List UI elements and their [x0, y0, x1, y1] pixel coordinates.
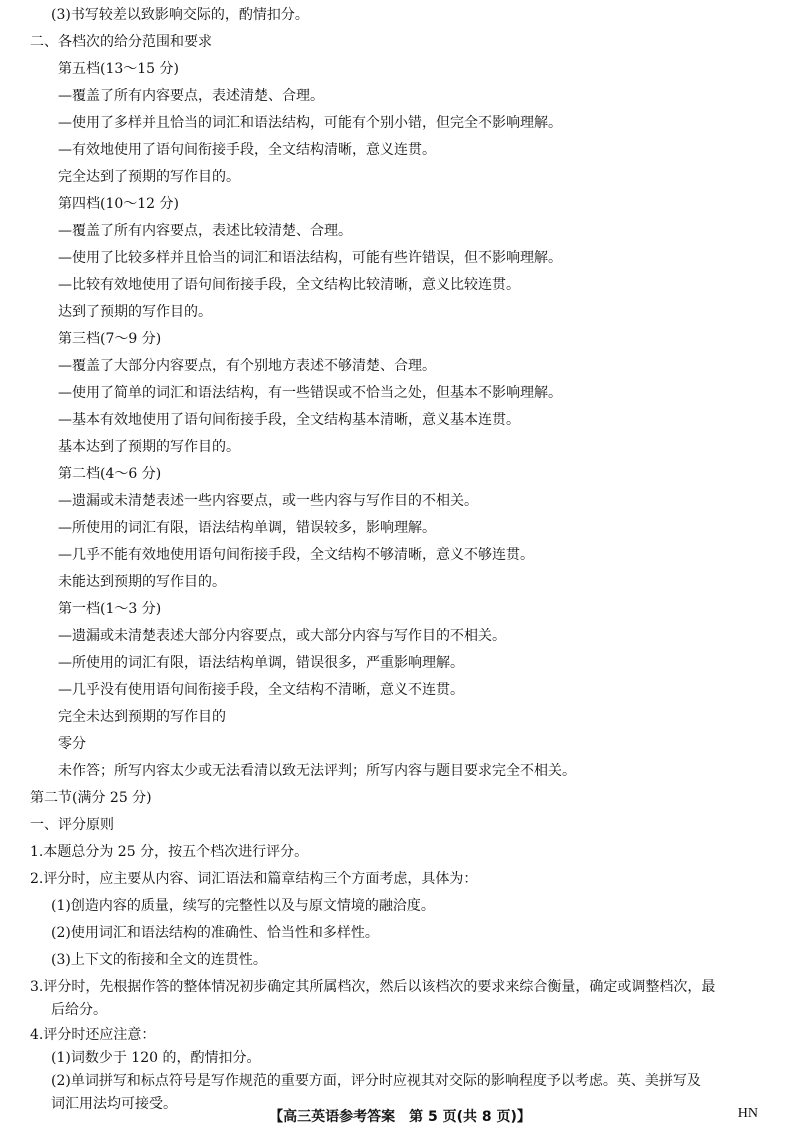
- section-heading: 二、各档次的给分范围和要求: [30, 34, 212, 50]
- footer-page-label: 【高三英语参考答案 第 5 页(共 8 页)】: [269, 1109, 531, 1125]
- text-line: —覆盖了所有内容要点，表述比较清楚、合理。: [58, 223, 352, 239]
- text-line: —所使用的词汇有限，语法结构单调，错误很多，严重影响理解。: [58, 655, 464, 671]
- text-line: 达到了预期的写作目的。: [58, 304, 212, 320]
- text-line: (3)书写较差以致影响交际的，酌情扣分。: [51, 7, 309, 23]
- text-line: (2)使用词汇和语法结构的准确性、恰当性和多样性。: [51, 925, 379, 941]
- grade-heading: 第五档(13～15 分): [58, 61, 180, 77]
- text-line: —所使用的词汇有限，语法结构单调，错误较多，影响理解。: [58, 520, 436, 536]
- section-heading: 一、评分原则: [30, 817, 114, 833]
- text-line: —几乎没有使用语句间衔接手段，全文结构不清晰，意义不连贯。: [58, 682, 464, 698]
- text-line: —使用了比较多样并且恰当的词汇和语法结构，可能有些许错误，但不影响理解。: [58, 250, 562, 266]
- text-line: —有效地使用了语句间衔接手段，全文结构清晰，意义连贯。: [58, 142, 436, 158]
- text-line: 词汇用法均可接受。: [51, 1096, 177, 1112]
- text-line: —覆盖了所有内容要点，表述清楚、合理。: [58, 88, 324, 104]
- text-line: 1.本题总分为 25 分，按五个档次进行评分。: [30, 844, 309, 860]
- text-line: (1)词数少于 120 的，酌情扣分。: [51, 1050, 261, 1066]
- section-heading: 第二节(满分 25 分): [30, 790, 152, 806]
- text-line: —覆盖了大部分内容要点，有个别地方表述不够清楚、合理。: [58, 358, 436, 374]
- text-line: (1)创造内容的质量，续写的完整性以及与原文情境的融洽度。: [51, 898, 435, 914]
- text-line: 2.评分时，应主要从内容、词汇语法和篇章结构三个方面考虑，具体为：: [30, 871, 478, 887]
- text-line: —比较有效地使用了语句间衔接手段，全文结构比较清晰，意义比较连贯。: [58, 277, 520, 293]
- text-line: —几乎不能有效地使用语句间衔接手段，全文结构不够清晰，意义不够连贯。: [58, 547, 534, 563]
- grade-heading: 第二档(4～6 分): [58, 466, 162, 482]
- grade-heading: 第一档(1～3 分): [58, 601, 162, 617]
- text-line: (3)上下文的衔接和全文的连贯性。: [51, 952, 267, 968]
- text-line: —基本有效地使用了语句间衔接手段，全文结构基本清晰，意义基本连贯。: [58, 412, 520, 428]
- text-line: 后给分。: [51, 1002, 107, 1018]
- text-line: —使用了多样并且恰当的词汇和语法结构，可能有个别小错，但完全不影响理解。: [58, 115, 562, 131]
- text-line: —遗漏或未清楚表述大部分内容要点，或大部分内容与写作目的不相关。: [58, 628, 506, 644]
- text-line: 未作答；所写内容太少或无法看清以致无法评判；所写内容与题目要求完全不相关。: [58, 763, 576, 779]
- text-line: (2)单词拼写和标点符号是写作规范的重要方面，评分时应视其对交际的影响程度予以考虑。英、美拼写及: [51, 1073, 701, 1089]
- grade-heading: 第三档(7～9 分): [58, 331, 162, 347]
- text-line: 4.评分时还应注意：: [30, 1027, 156, 1043]
- text-line: 完全未达到预期的写作目的: [58, 709, 226, 725]
- text-line: 完全达到了预期的写作目的。: [58, 169, 240, 185]
- text-line: 3.评分时，先根据作答的整体情况初步确定其所属档次，然后以该档次的要求来综合衡量，确定或调整档次，最: [30, 979, 716, 995]
- text-line: 基本达到了预期的写作目的。: [58, 439, 240, 455]
- grade-heading: 第四档(10～12 分): [58, 196, 180, 212]
- text-line: —使用了简单的词汇和语法结构，有一些错误或不恰当之处，但基本不影响理解。: [58, 385, 562, 401]
- grade-heading: 零分: [58, 736, 86, 752]
- text-line: —遗漏或未清楚表述一些内容要点，或一些内容与写作目的不相关。: [58, 493, 478, 509]
- footer-region-code: HN: [737, 1106, 758, 1121]
- text-line: 未能达到预期的写作目的。: [58, 574, 226, 590]
- page-footer: [0, 1106, 800, 1126]
